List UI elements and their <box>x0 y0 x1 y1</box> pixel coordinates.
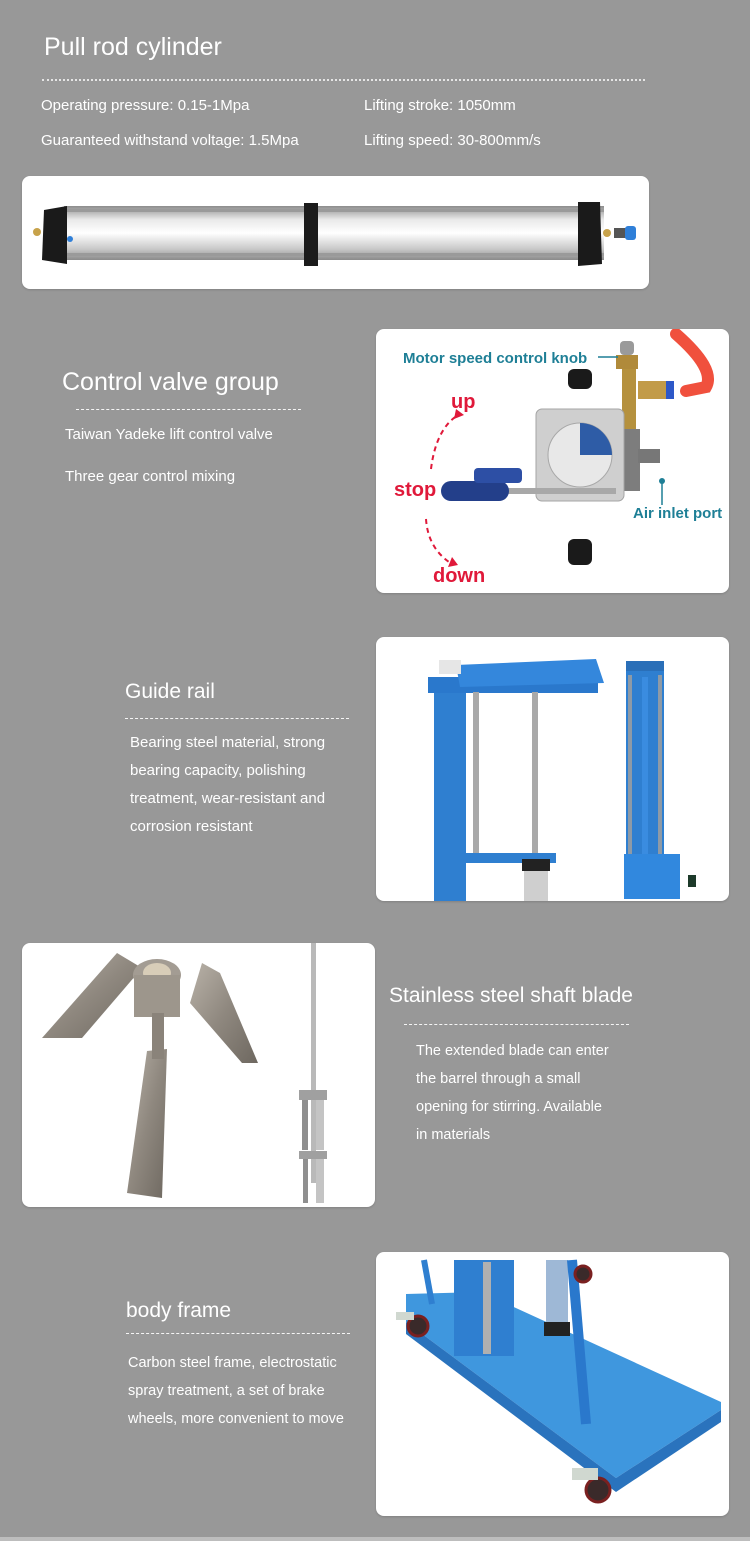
frame-line-1: Carbon steel frame, electrostatic <box>128 1355 337 1371</box>
valve-illustration <box>376 329 729 593</box>
frame-line-2: spray treatment, a set of brake <box>128 1383 325 1399</box>
spec-withstand-voltage: Guaranteed withstand voltage: 1.5Mpa <box>41 132 299 149</box>
spec-operating-pressure: Operating pressure: 0.15-1Mpa <box>41 97 250 114</box>
guide-rail-illustration <box>376 637 729 901</box>
cylinder-image-card <box>22 176 649 289</box>
rail-description <box>130 729 370 841</box>
valve-title: Control valve group <box>62 368 279 396</box>
blade-line-1: The extended blade can enter <box>416 1043 609 1059</box>
frame-image-card <box>376 1252 729 1516</box>
blade-line-3: opening for stirring. Available <box>416 1099 602 1115</box>
blade-title: Stainless steel shaft blade <box>389 984 633 1007</box>
cylinder-divider <box>42 79 645 81</box>
blade-description <box>416 1037 656 1149</box>
valve-line-2: Three gear control mixing <box>65 468 236 485</box>
label-up: up <box>451 391 476 413</box>
label-air-inlet-port: Air inlet port <box>633 505 723 522</box>
spec-lifting-speed: Lifting speed: 30-800mm/s <box>364 132 541 149</box>
blade-image-card <box>22 943 375 1207</box>
rail-line-2: bearing capacity, polishing <box>130 762 306 779</box>
rail-line-1: Bearing steel material, strong <box>130 734 326 751</box>
rail-divider <box>125 718 349 719</box>
bottom-edge <box>0 1537 750 1541</box>
rail-line-4: corrosion resistant <box>130 818 253 835</box>
rail-line-3: treatment, wear-resistant and <box>130 790 326 807</box>
rail-image-card <box>376 637 729 901</box>
body-frame-illustration <box>376 1252 729 1516</box>
cylinder-title: Pull rod cylinder <box>44 33 222 61</box>
valve-image-card <box>376 329 729 593</box>
frame-title: body frame <box>126 1299 232 1322</box>
blade-line-4: in materials <box>416 1127 491 1143</box>
frame-divider <box>126 1333 350 1334</box>
frame-line-3: wheels, more convenient to move <box>128 1411 344 1427</box>
blade-divider <box>404 1024 629 1025</box>
valve-line-1: Taiwan Yadeke lift control valve <box>65 426 273 443</box>
shaft-blade-illustration <box>22 943 375 1207</box>
blade-line-2: the barrel through a small <box>416 1071 581 1087</box>
valve-divider <box>76 409 301 410</box>
label-motor-speed-knob: Motor speed control knob <box>403 350 588 367</box>
label-stop: stop <box>394 479 437 501</box>
cylinder-illustration <box>22 176 649 289</box>
frame-description <box>128 1349 373 1433</box>
rail-title: Guide rail <box>125 680 215 703</box>
label-down: down <box>433 565 486 587</box>
spec-lifting-stroke: Lifting stroke: 1050mm <box>364 97 516 114</box>
